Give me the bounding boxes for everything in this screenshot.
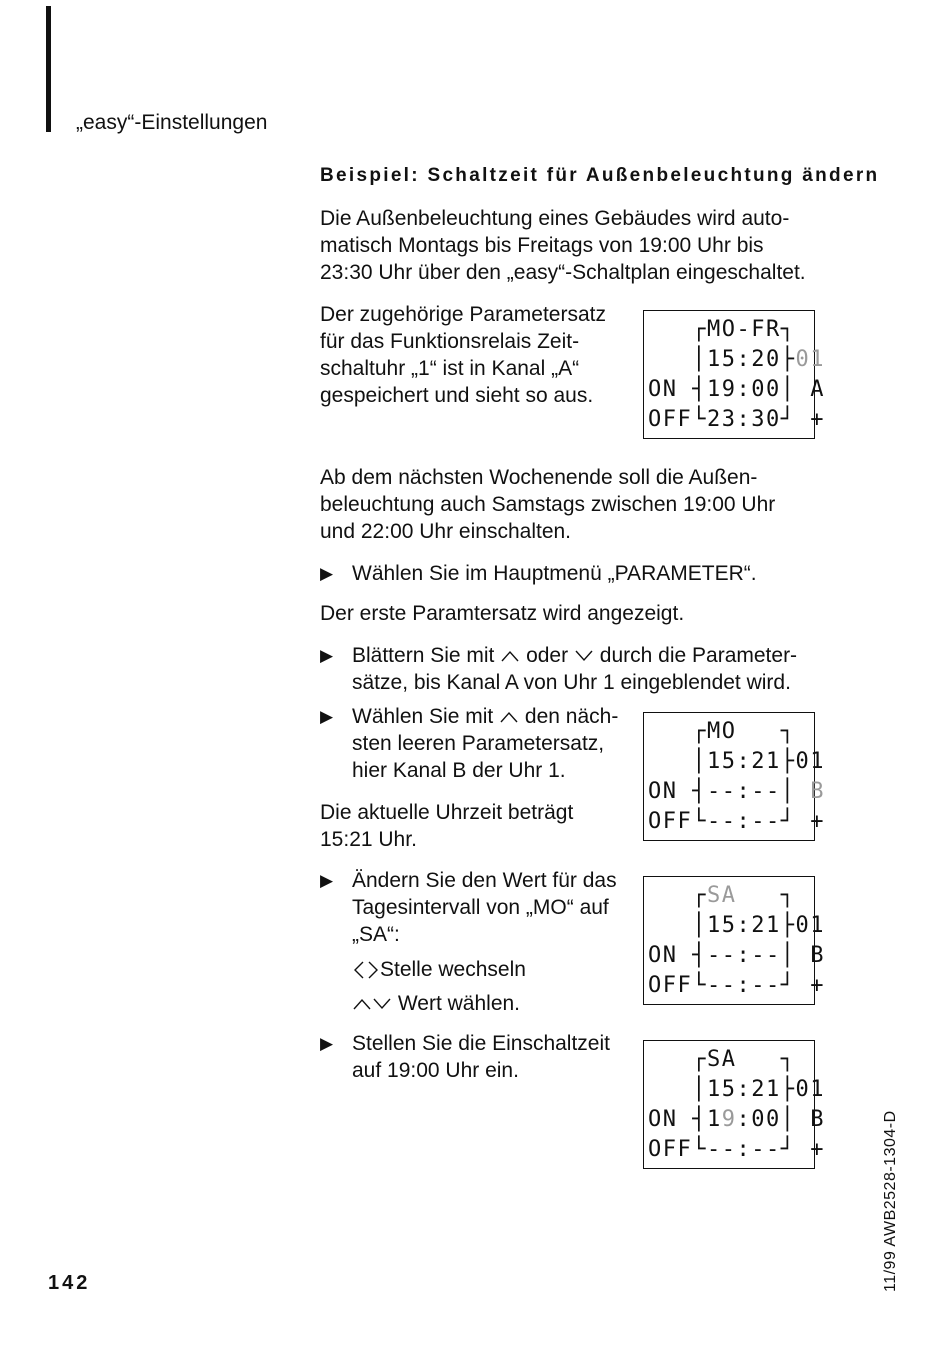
right-triangle-icon: ▶: [320, 871, 334, 890]
key-hint-move-cursor: Stelle wechseln: [352, 956, 526, 983]
example-heading: Beispiel: Schaltzeit für Außenbeleuchtung ändern: [320, 165, 880, 186]
lcd-display-2: ┌MO ┐ │15:21├01 ON ┤--:--│ B OFF└--:--┘ +: [643, 712, 815, 841]
right-triangle-icon: ▶: [320, 646, 334, 665]
step-change-day-interval: Ändern Sie den Wert für das Tagesintervall von „MO“ auf „SA“:: [352, 869, 617, 946]
lcd-display-1: ┌MO-FR┐ │15:20├01 ON ┤19:00│ A OFF└23:30┘ +: [643, 310, 815, 439]
lcd-number: 01: [795, 347, 825, 372]
lcd-day: SA: [706, 883, 737, 908]
right-triangle-icon: ▶: [320, 1034, 334, 1053]
parameter-set-paragraph: Der zugehörige Parametersatz für das Funktionsrelais Zeit- schaltuhr „1“ ist in Kanal „A“ gespeichert und sieht so aus.: [320, 303, 606, 407]
page-number: 142: [48, 1272, 91, 1294]
lcd-time: 15:21: [706, 749, 781, 774]
first-set-note: Der erste Paramtersatz wird angezeigt.: [320, 602, 685, 625]
chevron-up-icon: [501, 650, 519, 662]
current-time-paragraph: Die aktuelle Uhrzeit beträgt 15:21 Uhr.: [320, 801, 574, 851]
chevron-right-icon: [367, 961, 379, 979]
intro-paragraph: Die Außenbeleuchtung eines Gebäudes wird auto- matisch Montags bis Freitags von 19:00 Uhr bis 23:30 Uhr über den „easy“-Schaltplan eingeschaltet.: [320, 207, 806, 284]
margin-bar: [46, 6, 51, 132]
chevron-up-icon: [353, 998, 371, 1010]
lcd-channel: A: [810, 377, 825, 402]
chevron-left-icon: [353, 961, 365, 979]
lcd-day: SA: [706, 1047, 737, 1072]
chevron-down-icon: [373, 998, 391, 1010]
weekend-paragraph: Ab dem nächsten Wochenende soll die Außen- beleuchtung auch Samstags zwischen 19:00 Uhr und 22:00 Uhr einschalten.: [320, 466, 776, 543]
step-browse-sets: Blättern Sie mit oder durch die Parameter- sätze, bis Kanal A von Uhr 1 eingeblendet wird.: [352, 644, 798, 694]
lcd-channel: B: [810, 943, 825, 968]
lcd-off-time: --:--: [707, 1137, 781, 1162]
lcd-time: 15:21: [706, 913, 781, 938]
right-triangle-icon: ▶: [320, 564, 334, 583]
lcd-on-time: 1: [707, 1107, 722, 1132]
step-set-on-time: Stellen Sie die Einschaltzeit auf 19:00 Uhr ein.: [352, 1032, 610, 1082]
step-select-empty-set: Wählen Sie mit den näch- sten leeren Parametersatz, hier Kanal B der Uhr 1.: [352, 705, 619, 782]
lcd-channel: B: [810, 779, 825, 804]
lcd-off-time: --:--: [707, 809, 781, 834]
lcd-time: 15:20: [706, 347, 781, 372]
lcd-channel: B: [810, 1107, 825, 1132]
lcd-number: 01: [795, 749, 825, 774]
step-select-parameter: Wählen Sie im Hauptmenü „PARAMETER“.: [352, 562, 757, 585]
lcd-on-time: --:--: [707, 779, 781, 804]
lcd-off-time: --:--: [707, 973, 781, 998]
lcd-off-time: 23:30: [707, 407, 781, 432]
lcd-time: 15:21: [706, 1077, 781, 1102]
document-id: 11/99 AWB2528-1304-D: [882, 1110, 899, 1292]
lcd-on-time: 19:00: [707, 377, 781, 402]
lcd-number: 01: [795, 1077, 825, 1102]
lcd-number: 01: [795, 913, 825, 938]
lcd-day: MO: [706, 719, 737, 744]
lcd-display-3: ┌SA ┐ │15:21├01 ON ┤--:--│ B OFF└--:--┘ +: [643, 876, 815, 1005]
section-label: „easy“-Einstellungen: [76, 111, 268, 134]
lcd-display-4: ┌SA ┐ │15:21├01 ON ┤19:00│ B OFF└--:--┘ +: [643, 1040, 815, 1169]
key-hint-select-value: Wert wählen.: [352, 990, 520, 1017]
lcd-on-time: --:--: [707, 943, 781, 968]
right-triangle-icon: ▶: [320, 707, 334, 726]
chevron-up-icon: [500, 711, 518, 723]
chevron-down-icon: [575, 650, 593, 662]
lcd-day: MO-FR: [706, 317, 781, 342]
